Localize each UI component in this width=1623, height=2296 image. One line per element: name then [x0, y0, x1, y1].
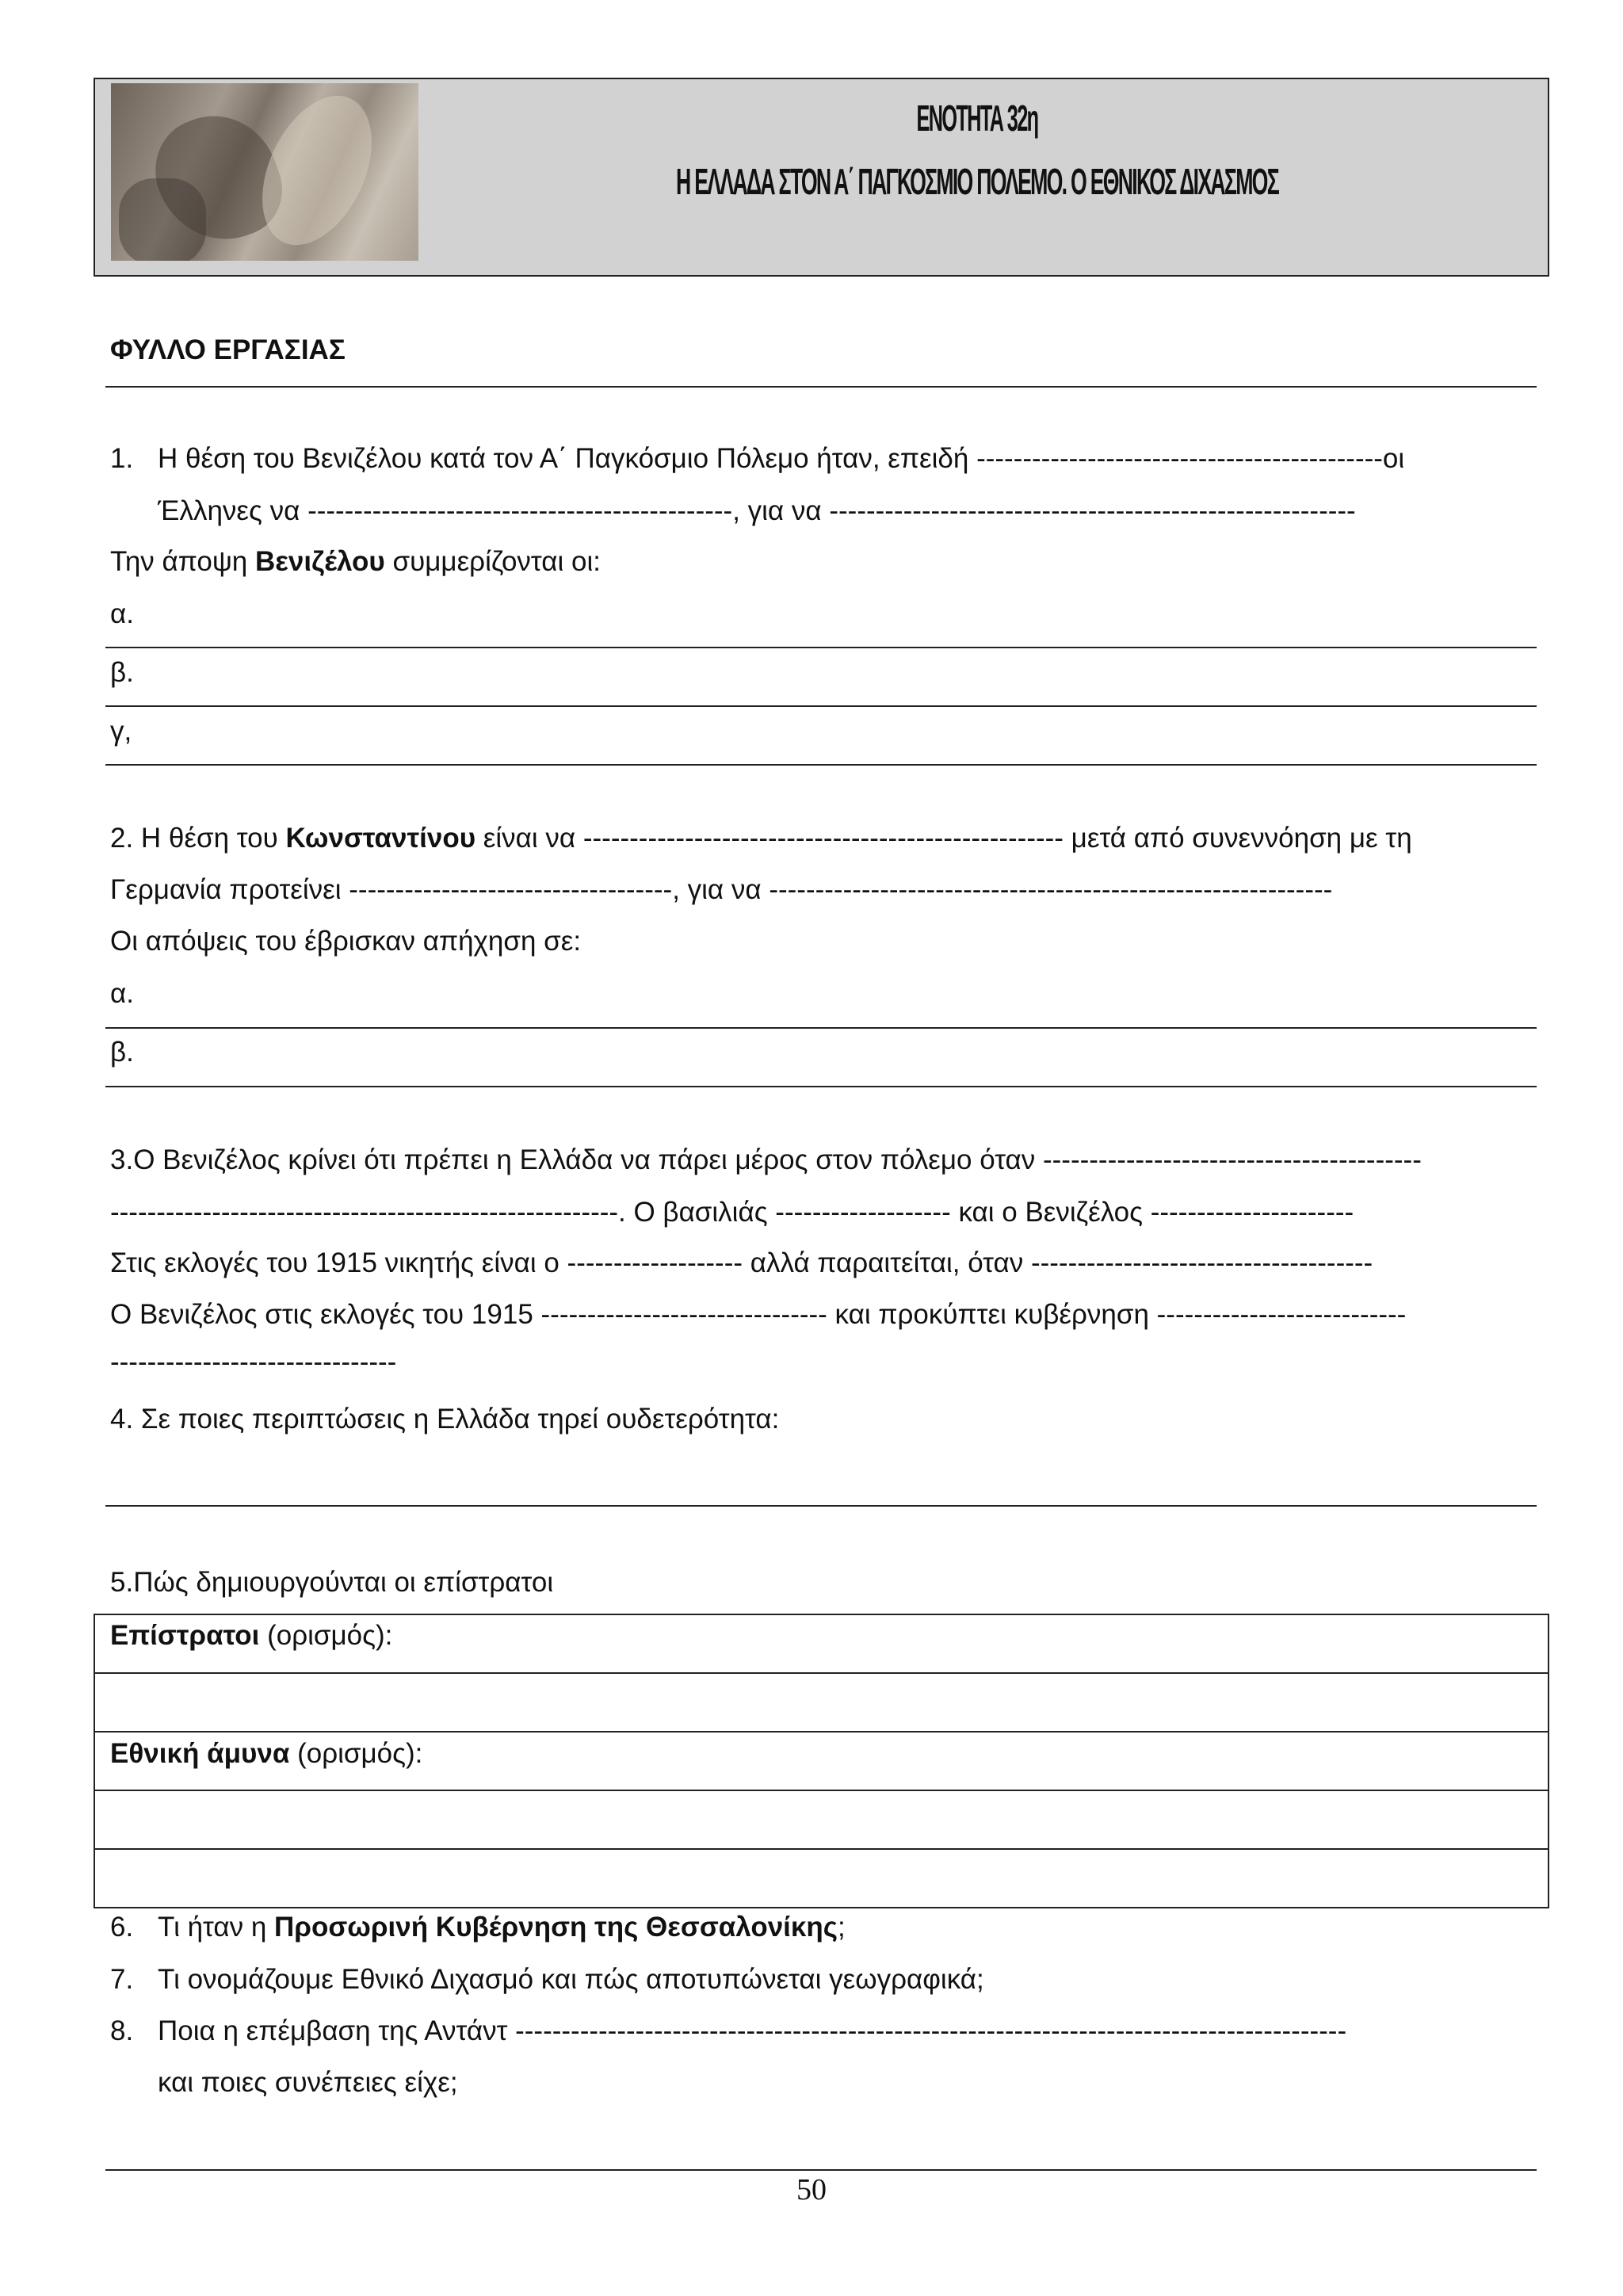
table-row-divider — [95, 1790, 1548, 1791]
divider — [105, 386, 1537, 388]
unit-title: Η ΕΛΛΑΔΑ ΣΤΟΝ Α΄ ΠΑΓΚΟΣΜΙΟ ΠΟΛΕΜΟ. Ο ΕΘΝΙΚΟΣ ΔΙΧΑΣΜΟΣ — [676, 161, 1278, 202]
q1-line2: Έλληνες να ----------------------------------------------, για να --------------------------------------------------------- — [158, 495, 1356, 526]
q2-answer-a: α. — [110, 978, 134, 1009]
q5-row-ethniki-amyna: Εθνική άμυνα (ορισμός): — [110, 1738, 423, 1769]
q2-line1: 2. Η θέση του Κωνσταντίνου είναι να ---------------------------------------------------- μετά από συνεννόηση με τη — [110, 823, 1412, 854]
q2-line2: Γερμανία προτείνει -----------------------------------, για να ------------------------------------------------------------- — [110, 874, 1333, 905]
q7-text: Τι ονομάζουμε Εθνικό Διχασμό και πώς αποτυπώνεται γεωγραφικά; — [158, 1964, 984, 1995]
answer-line — [105, 1027, 1537, 1029]
q7-number: 7. — [110, 1964, 134, 1995]
answer-line — [105, 764, 1537, 766]
q8-line1: Ποια η επέμβαση της Αντάντ ------------------------------------------------------------------------------------------ — [158, 2015, 1347, 2046]
q3-line2: -------------------------------------------------------. Ο βασιλιάς ------------------- και ο Βενιζέλος ---------------------- — [110, 1197, 1354, 1228]
q3-line4: Ο Βενιζέλος στις εκλογές του 1915 ------------------------------- και προκύπτει κυβέρνηση --------------------------- — [110, 1299, 1407, 1330]
worksheet-title: ΦΥΛΛΟ ΕΡΓΑΣΙΑΣ — [110, 334, 346, 365]
table-row-divider — [95, 1672, 1548, 1674]
q1-number: 1. — [110, 443, 134, 474]
q2-answer-b: β. — [110, 1037, 134, 1068]
footer-divider — [105, 2169, 1537, 2171]
q5-row-epistratoi: Επίστρατοι (ορισμός): — [110, 1620, 393, 1651]
q4-text: 4. Σε ποιες περιπτώσεις η Ελλάδα τηρεί ουδετερότητα: — [110, 1404, 780, 1435]
q2-line3: Οι απόψεις του έβρισκαν απήχηση σε: — [110, 926, 582, 957]
page-number: 50 — [796, 2173, 827, 2206]
unit-number: ΕΝΟΤΗΤΑ 32η — [916, 97, 1038, 139]
q1-answer-b: β. — [110, 657, 134, 688]
answer-line — [105, 1505, 1537, 1507]
q8-number: 8. — [110, 2015, 134, 2046]
q3-line3: Στις εκλογές του 1915 νικητής είναι ο ------------------- αλλά παραιτείται, όταν ------------------------------------- — [110, 1247, 1373, 1278]
q5-definitions-table — [94, 1614, 1549, 1908]
answer-line — [105, 705, 1537, 707]
q6-text: Τι ήταν η Προσωρινή Κυβέρνηση της Θεσσαλονίκης; — [158, 1912, 846, 1943]
q3-line1: 3.Ο Βενιζέλος κρίνει ότι πρέπει η Ελλάδα να πάρει μέρος στον πόλεμο όταν ----------------------------------------- — [110, 1144, 1422, 1175]
q1-line3: Την άποψη Βενιζέλου συμμερίζονται οι: — [110, 546, 601, 577]
q1-answer-c: γ, — [110, 716, 132, 747]
q1-answer-a: α. — [110, 598, 134, 629]
unit-header — [94, 78, 1549, 277]
answer-line — [105, 1086, 1537, 1087]
answer-line — [105, 647, 1537, 648]
q3-line5: ------------------------------- — [110, 1347, 397, 1377]
q1-line1: Η θέση του Βενιζέλου κατά τον Α΄ Παγκόσμιο Πόλεμο ήταν, επειδή --------------------------------------------οι — [158, 443, 1405, 474]
q8-line2: και ποιες συνέπειες είχε; — [158, 2067, 458, 2098]
q6-number: 6. — [110, 1912, 134, 1943]
table-row-divider — [95, 1731, 1548, 1733]
table-row-divider — [95, 1848, 1548, 1850]
q5-title: 5.Πώς δημιουργούνται οι επίστρατοι — [110, 1567, 554, 1598]
header-photo — [111, 83, 418, 261]
